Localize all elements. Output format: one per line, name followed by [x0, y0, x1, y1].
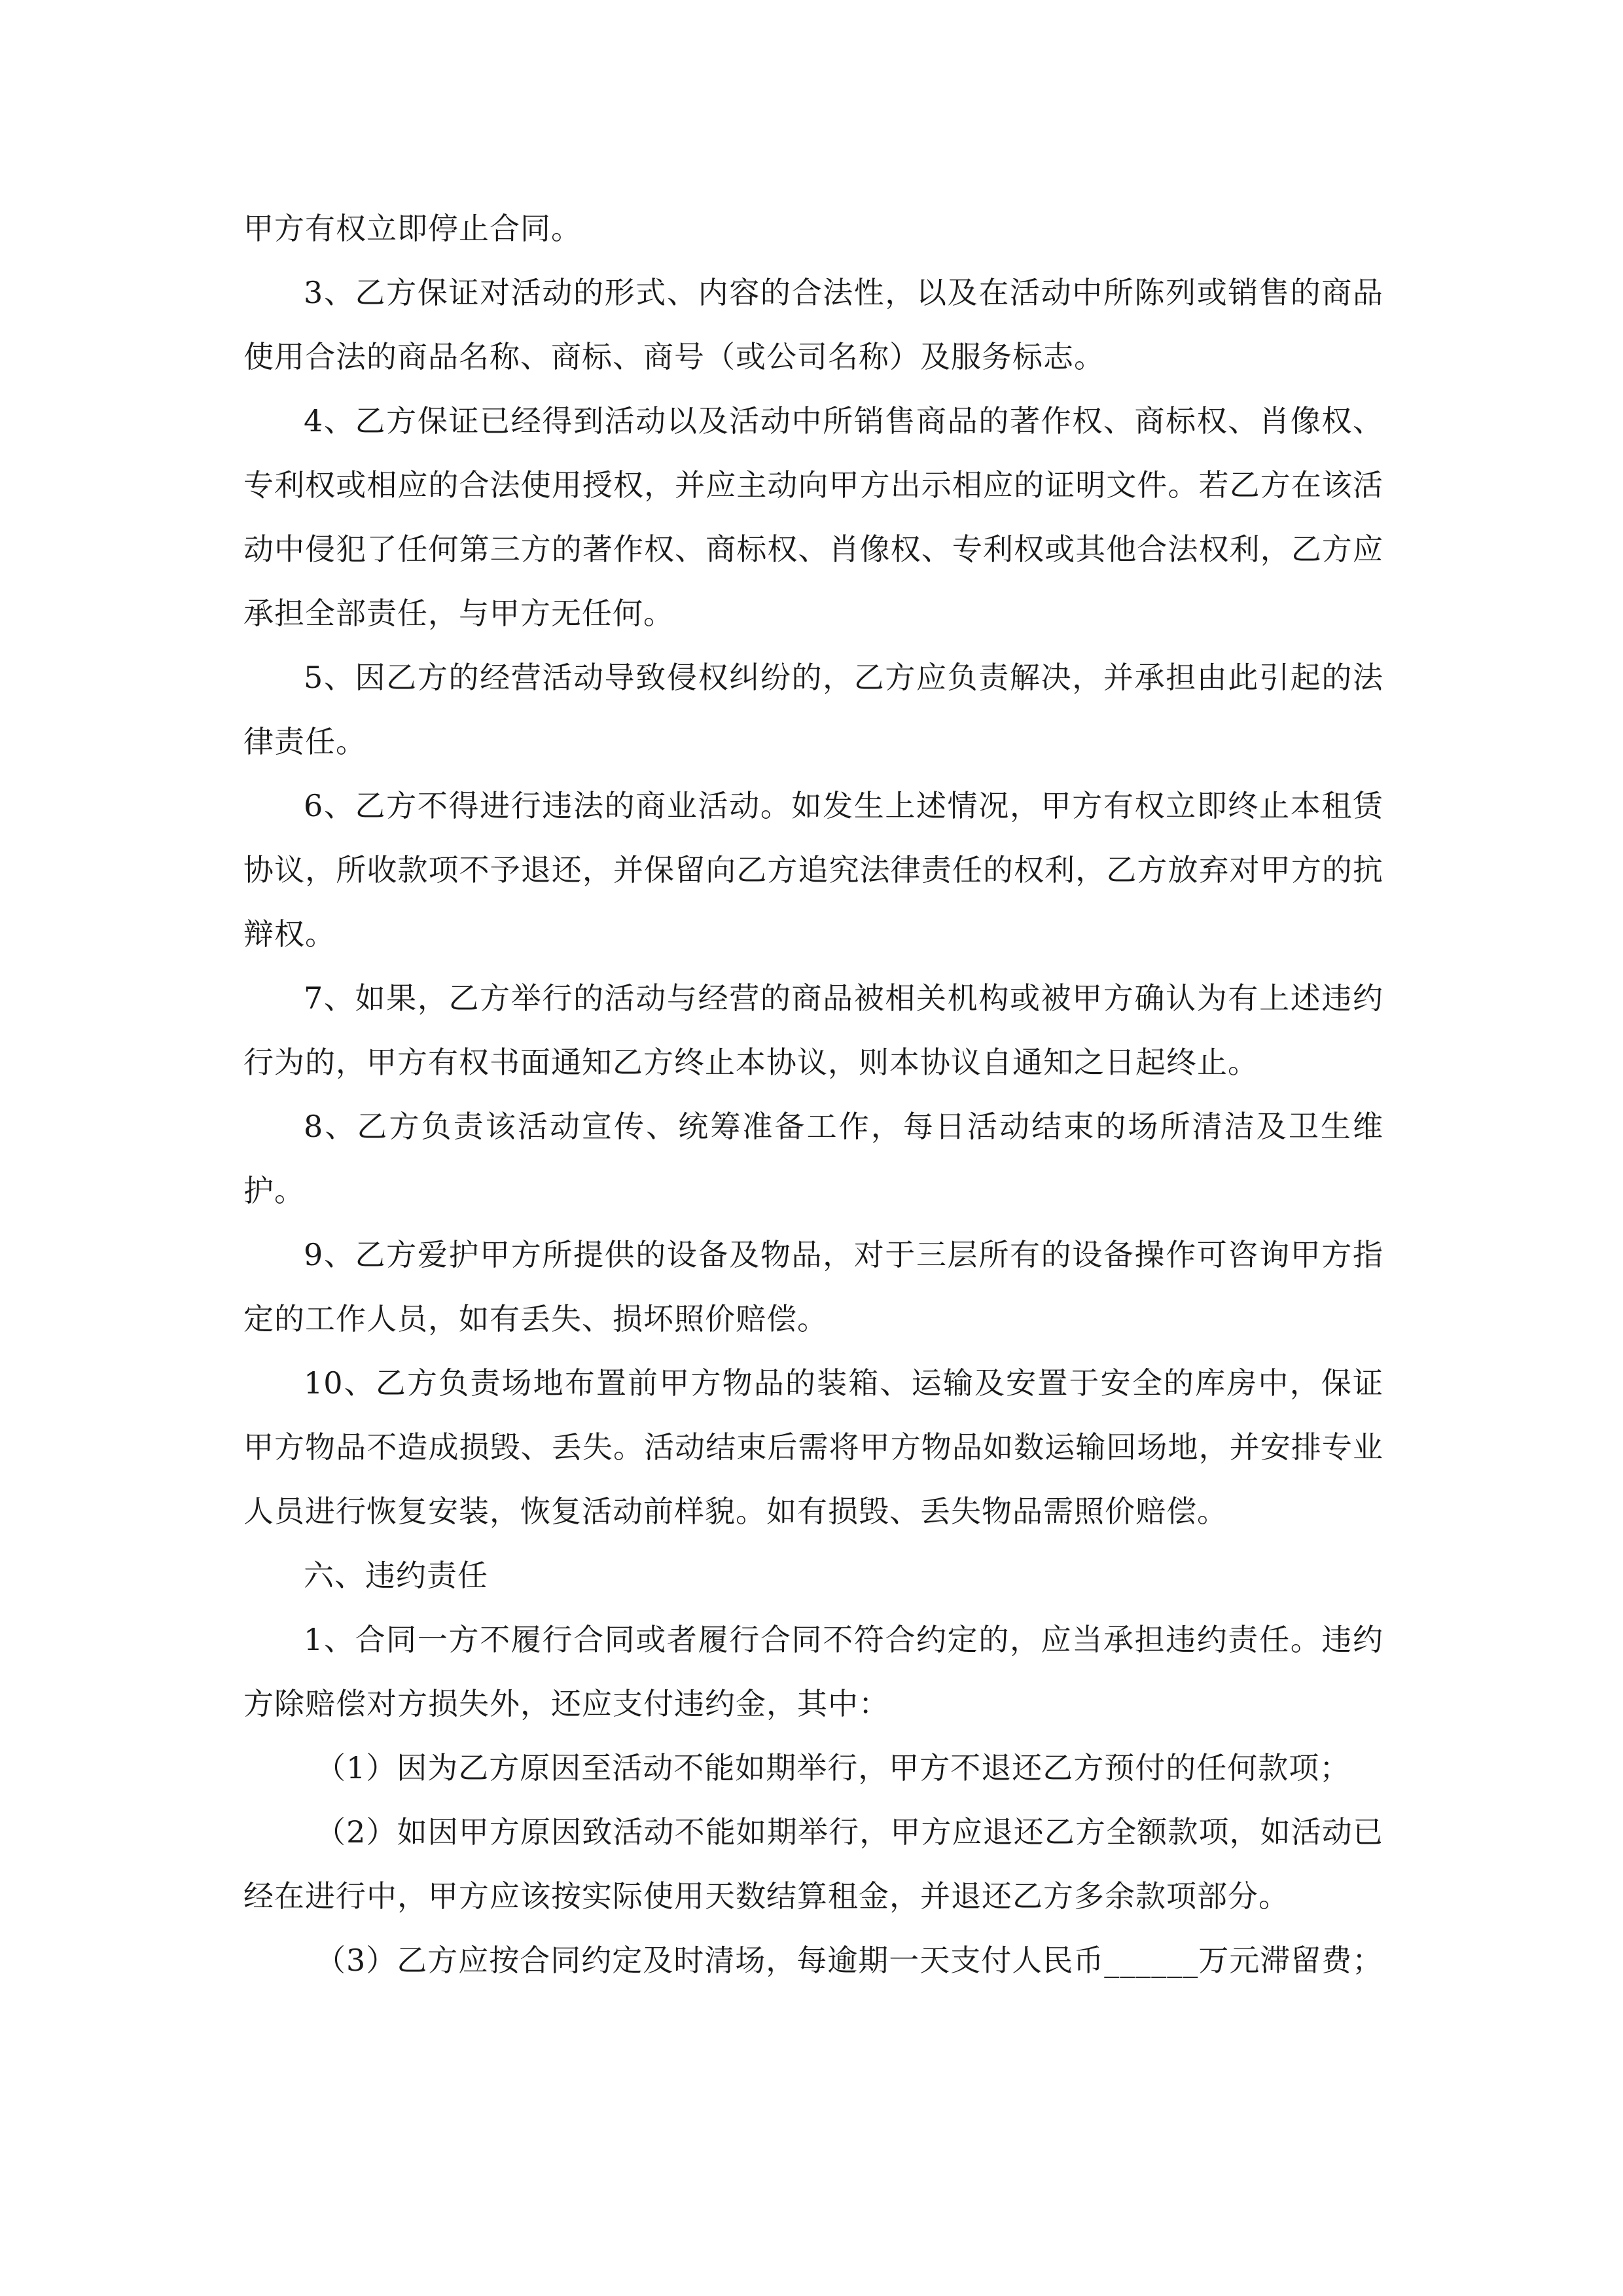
paragraph-continuation: 甲方有权立即停止合同。 [243, 211, 582, 246]
breach-subclause-1: （1）因为乙方原因至活动不能如期举行，甲方不退还乙方预付的任何款项； [315, 1750, 1351, 1785]
clause-8: 8、乙方负责该活动宣传、统筹准备工作，每日活动结束的场所清洁及卫生维护。 [243, 1109, 1383, 1208]
breach-clause-1: 1、合同一方不履行合同或者履行合同不符合约定的，应当承担违约责任。违约方除赔偿对方损失外，还应支付违约金，其中： [243, 1622, 1383, 1721]
clause-3: 3、乙方保证对活动的形式、内容的合法性，以及在活动中所陈列或销售的商品使用合法的商品名称、商标、商号（或公司名称）及服务标志。 [243, 275, 1383, 374]
clause-4: 4、乙方保证已经得到活动以及活动中所销售商品的著作权、商标权、肖像权、专利权或相应的合法使用授权，并应主动向甲方出示相应的证明文件。若乙方在该活动中侵犯了任何第三方的著作权、商标权、肖像权、专利权或其他合法权利，乙方应承担全部责任，与甲方无任何。 [243, 403, 1383, 631]
clause-7: 7、如果，乙方举行的活动与经营的商品被相关机构或被甲方确认为有上述违约行为的，甲方有权书面通知乙方终止本协议，则本协议自通知之日起终止。 [243, 980, 1383, 1080]
clause-6: 6、乙方不得进行违法的商业活动。如发生上述情况，甲方有权立即终止本租赁协议，所收款项不予退还，并保留向乙方追究法律责任的权利，乙方放弃对甲方的抗辩权。 [243, 788, 1383, 952]
document-body [243, 196, 1383, 1992]
clause-9: 9、乙方爱护甲方所提供的设备及物品，对于三层所有的设备操作可咨询甲方指定的工作人员，如有丢失、损坏照价赔偿。 [243, 1237, 1383, 1336]
clause-5: 5、因乙方的经营活动导致侵权纠纷的，乙方应负责解决，并承担由此引起的法律责任。 [243, 660, 1383, 759]
clause-10: 10、乙方负责场地布置前甲方物品的装箱、运输及安置于安全的库房中，保证甲方物品不造成损毁、丢失。活动结束后需将甲方物品如数运输回场地，并安排专业人员进行恢复安装，恢复活动前样貌。如有损毁、丢失物品需照价赔偿。 [243, 1365, 1383, 1529]
breach-subclause-3: （3）乙方应按合同约定及时清场，每逾期一天支付人民币______万元滞留费； [315, 1943, 1383, 1978]
section-heading-breach: 六、违约责任 [304, 1558, 488, 1593]
breach-subclause-2: （2）如因甲方原因致活动不能如期举行，甲方应退还乙方全额款项，如活动已经在进行中，甲方应该按实际使用天数结算租金，并退还乙方多余款项部分。 [243, 1814, 1383, 1914]
